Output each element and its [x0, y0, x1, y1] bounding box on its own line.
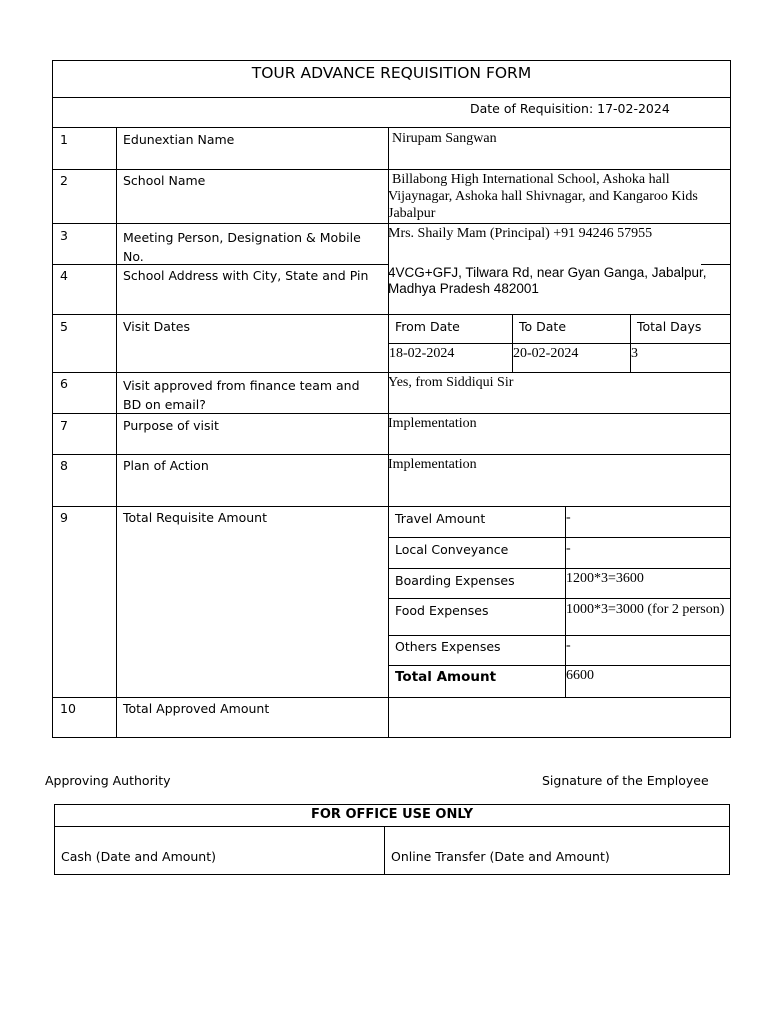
- value-to-date[interactable]: 20-02-2024: [513, 346, 579, 361]
- amount-label: Others Expenses: [395, 639, 501, 654]
- amount-label: Boarding Expenses: [395, 573, 515, 588]
- row-number: 1: [60, 132, 68, 147]
- row-number: 10: [60, 701, 76, 716]
- label-purpose-of-visit: Purpose of visit: [123, 418, 219, 433]
- value-school-address[interactable]: 4VCG+GFJ, Tilwara Rd, near Gyan Ganga, Jabalpur, Madhya Pradesh 482001: [388, 265, 707, 296]
- approving-authority-label: Approving Authority: [45, 773, 171, 788]
- online-transfer-field-label[interactable]: Online Transfer (Date and Amount): [391, 849, 610, 864]
- value-total-days[interactable]: 3: [631, 346, 638, 361]
- cash-field-label[interactable]: Cash (Date and Amount): [61, 849, 217, 864]
- amount-value[interactable]: -: [566, 638, 571, 653]
- row-number: 7: [60, 418, 68, 433]
- amount-value[interactable]: 1000*3=3000 (for 2 person): [566, 602, 725, 617]
- label-total-approved-amount: Total Approved Amount: [123, 701, 270, 716]
- value-school-name[interactable]: Billabong High International School, Ashoka hall Vijaynagar, Ashoka hall Shivnagar, and Kangaroo Kids Jabalpur: [388, 172, 698, 221]
- amount-value[interactable]: -: [566, 541, 571, 556]
- value-meeting-person[interactable]: Mrs. Shaily Mam (Principal) +91 94246 57955: [388, 226, 653, 241]
- row-number: 6: [60, 376, 68, 391]
- value-visit-approved[interactable]: Yes, from Siddiqui Sir: [388, 375, 514, 390]
- row-number: 4: [60, 268, 68, 283]
- form-title: TOUR ADVANCE REQUISITION FORM: [251, 64, 532, 82]
- amount-label: Travel Amount: [395, 511, 486, 526]
- amount-value[interactable]: 1200*3=3600: [566, 571, 644, 586]
- value-from-date[interactable]: 18-02-2024: [389, 346, 455, 361]
- header-total-days: Total Days: [637, 319, 702, 334]
- amount-value[interactable]: -: [566, 510, 571, 525]
- date-of-requisition: Date of Requisition: 17-02-2024: [470, 101, 670, 116]
- value-edunextian-name[interactable]: Nirupam Sangwan: [392, 131, 497, 146]
- employee-signature-label: Signature of the Employee: [542, 773, 709, 788]
- row-number: 9: [60, 510, 68, 525]
- label-visit-approved: Visit approved from finance team and BD on email?: [123, 378, 360, 412]
- total-amount-label: Total Amount: [395, 669, 497, 685]
- label-total-requisite-amount: Total Requisite Amount: [123, 510, 267, 525]
- row-number: 5: [60, 319, 68, 334]
- row-number: 8: [60, 458, 68, 473]
- label-visit-dates: Visit Dates: [123, 319, 190, 334]
- label-school-name: School Name: [123, 173, 206, 188]
- office-use-title: FOR OFFICE USE ONLY: [311, 807, 473, 822]
- amount-label: Food Expenses: [395, 603, 489, 618]
- label-meeting-person: Meeting Person, Designation & Mobile No.: [123, 230, 361, 264]
- row-number: 3: [60, 228, 68, 243]
- value-plan-of-action[interactable]: Implementation: [388, 457, 477, 472]
- amount-label: Local Conveyance: [395, 542, 509, 557]
- total-amount-value[interactable]: 6600: [566, 668, 594, 683]
- label-plan-of-action: Plan of Action: [123, 458, 209, 473]
- header-from-date: From Date: [395, 319, 460, 334]
- label-school-address: School Address with City, State and Pin: [123, 268, 369, 283]
- row-number: 2: [60, 173, 68, 188]
- header-to-date: To Date: [519, 319, 567, 334]
- label-edunextian-name: Edunextian Name: [123, 132, 235, 147]
- value-purpose-of-visit[interactable]: Implementation: [388, 416, 477, 431]
